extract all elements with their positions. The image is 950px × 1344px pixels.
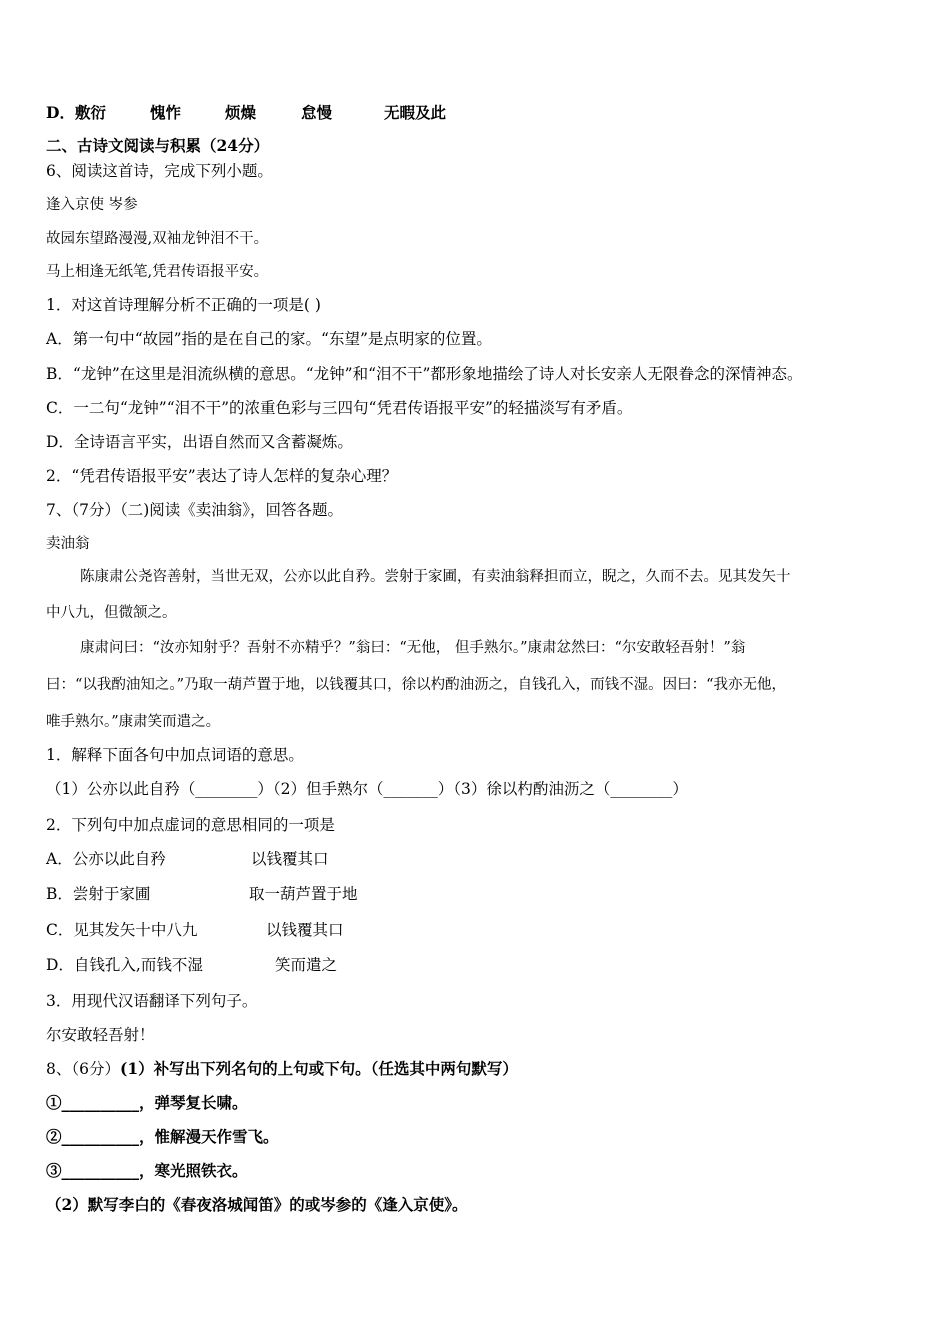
option-word: 敷衍	[74, 103, 106, 122]
q6-sub2: 2．“凭君传语报平安”表达了诗人怎样的复杂心理？	[46, 467, 398, 485]
fill-blank-line: ①__________，弹琴复长啸。	[46, 1093, 248, 1112]
q6-option-a: A．第一句中“故园”指的是在自己的家。“东望”是点明家的位置。	[46, 330, 492, 348]
q7-sub1-blanks: （1）公亦以此自矜（________）（2）但手熟尔（_______）（3）徐以杓酌油沥之（________）	[46, 780, 688, 798]
q8-number: 8、（6分）	[46, 1060, 120, 1078]
option-left: A．公亦以此自矜	[46, 850, 166, 868]
option-right: 以钱覆其口	[266, 921, 344, 939]
q8-intro	[46, 1059, 518, 1079]
passage-line: 唯手熟尔。”康肃笑而遣之。	[46, 714, 221, 730]
section-heading: 二、古诗文阅读与积累（24分）	[46, 136, 270, 155]
q7-intro: 7、（7分）（二)阅读《卖油翁》，回答各题。	[46, 501, 344, 519]
option-word: 怠慢	[301, 103, 333, 122]
poem-title: 逢入京使 岑参	[46, 197, 138, 213]
q7-option-row	[46, 849, 329, 869]
fill-blank-line: ③__________，寒光照铁衣。	[46, 1161, 248, 1180]
q7-sub2: 2．下列句中加点虚词的意思相同的一项是	[46, 816, 335, 834]
option-left: B．尝射于家圃	[46, 885, 151, 903]
q6-sub1: 1．对这首诗理解分析不正确的一项是( )	[46, 296, 321, 314]
q6-intro: 6、阅读这首诗，完成下列小题。	[46, 162, 273, 180]
q7-option-row	[46, 920, 344, 940]
q7-sub1: 1．解释下面各句中加点词语的意思。	[46, 746, 304, 764]
option-label: D．	[46, 103, 75, 122]
passage-line: 陈康肃公尧咨善射，当世无双，公亦以此自矜。尝射于家圃，有卖油翁释担而立，睨之，久而不去。见其发矢十	[80, 569, 791, 585]
passage-line: 康肃问曰：“汝亦知射乎？吾射不亦精乎？”翁曰：“无他， 但手熟尔。”康肃忿然曰：“尔安敢轻吾射！”翁	[80, 640, 746, 656]
q6-option-b: B．“龙钟”在这里是泪流纵横的意思。“龙钟”和“泪不干”都形象地描绘了诗人对长安亲人无限眷念的深情神态。	[46, 365, 803, 383]
option-word: 无暇及此	[384, 103, 447, 122]
poem-line: 故园东望路漫漫,双袖龙钟泪不干。	[46, 231, 269, 247]
q8-sub2: （2）默写李白的《春夜洛城闻笛》的或岑参的《逢入京使》。	[46, 1195, 468, 1214]
option-word: 烦燥	[225, 103, 257, 122]
option-word: 愧怍	[150, 103, 182, 122]
option-right: 取一葫芦置于地	[249, 885, 358, 903]
fill-blank-line: ②__________，惟解漫天作雪飞。	[46, 1127, 279, 1146]
q6-option-d: D．全诗语言平实，出语自然而又含蓄凝炼。	[46, 433, 353, 451]
option-left: D．自钱孔入,而钱不湿	[46, 956, 203, 974]
passage-line: 曰：“以我酌油知之。”乃取一葫芦置于地，以钱覆其口，徐以杓酌油沥之，自钱孔入，而钱不湿。因曰：“我亦无他，	[46, 677, 786, 693]
q6-option-c: C．一二句“龙钟”“泪不干”的浓重色彩与三四句“凭君传语报平安”的轻描淡写有矛盾。	[46, 399, 633, 417]
passage-title: 卖油翁	[46, 536, 90, 552]
q7-option-row	[46, 955, 338, 975]
option-right: 笑而遣之	[275, 956, 338, 974]
option-right: 以钱覆其口	[251, 850, 329, 868]
poem-line: 马上相逢无纸笔,凭君传语报平安。	[46, 264, 269, 280]
q8-instruction: (1）补写出下列名句的上句或下句。（任选其中两句默写）	[119, 1059, 518, 1078]
q7-sub3-sentence: 尔安敢轻吾射！	[46, 1026, 155, 1044]
passage-line: 中八九，但微颔之。	[46, 605, 177, 621]
option-d-row	[46, 103, 447, 123]
q7-option-row	[46, 884, 358, 904]
q7-sub3: 3．用现代汉语翻译下列句子。	[46, 992, 258, 1010]
option-left: C．见其发矢十中八九	[46, 921, 198, 939]
